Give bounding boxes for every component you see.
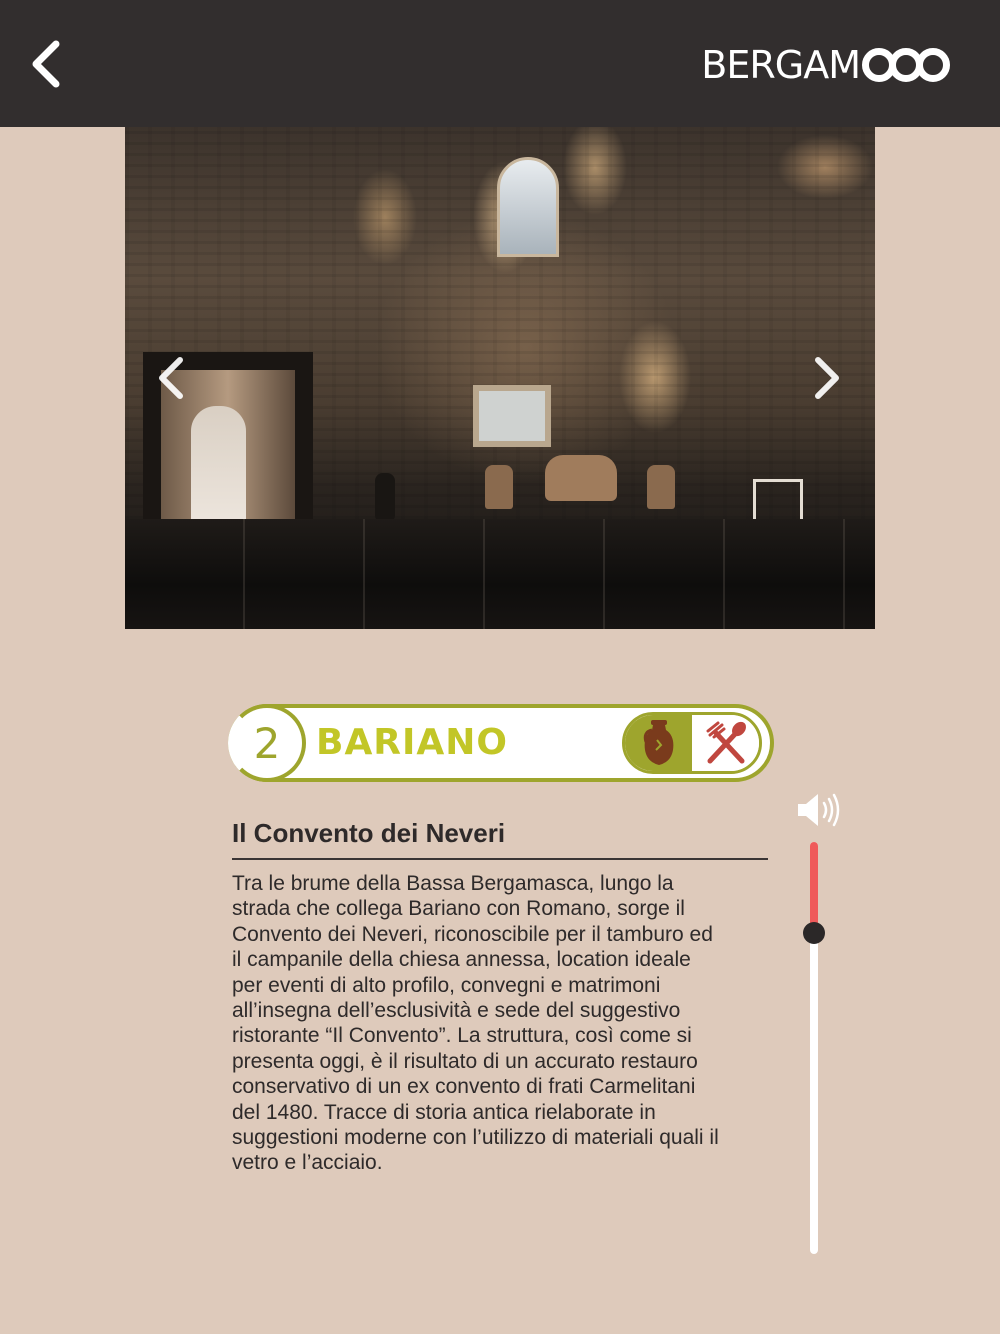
- article-line: conservativo di un ex convento di frati Carmelitani: [232, 1075, 696, 1099]
- article-line: Convento dei Neveri, riconoscibile per il tamburo ed: [232, 922, 713, 946]
- chevron-left-icon: [24, 36, 74, 92]
- fork-knife-icon: [702, 719, 750, 767]
- article-line: vetro e l’acciaio.: [232, 1151, 383, 1175]
- title-divider: [232, 858, 768, 860]
- stop-name: BARIANO: [316, 722, 509, 763]
- article-line: per eventi di alto profilo, convegni e matrimoni: [232, 973, 661, 997]
- category-badges: [622, 712, 762, 774]
- bergamo-logo: [701, 40, 950, 90]
- stop-number-badge: [228, 704, 306, 782]
- chevron-left-icon: [152, 352, 192, 404]
- article-body: [232, 871, 772, 1176]
- logo-text: BERGAM: [701, 43, 860, 87]
- gallery-next-button[interactable]: [806, 352, 846, 404]
- category-badge-food[interactable]: [692, 715, 759, 771]
- gallery-prev-button[interactable]: [152, 352, 192, 404]
- gallery-photo[interactable]: [125, 127, 875, 629]
- speaker-volume-icon: [796, 790, 844, 830]
- floor: [125, 519, 875, 629]
- chevron-right-icon: [806, 352, 846, 404]
- article-title: Il Convento dei Neveri: [232, 818, 506, 848]
- small-window: [473, 385, 551, 447]
- stop-number: 2: [253, 718, 281, 768]
- category-badge-culture[interactable]: [625, 715, 692, 771]
- article-line: suggestioni moderne con l’utilizzo di materiali quali il: [232, 1126, 719, 1150]
- article-line: il campanile della chiesa annessa, location ideale: [232, 948, 691, 972]
- triple-ring-logo-icon: [862, 48, 950, 82]
- article-line: strada che collega Bariano con Romano, sorge il: [232, 897, 685, 921]
- audio-progress-thumb[interactable]: [803, 922, 825, 944]
- audio-speaker-button[interactable]: [796, 790, 844, 830]
- audio-progress-fill: [810, 842, 818, 933]
- arched-window: [497, 157, 559, 257]
- top-bar: [0, 0, 1000, 127]
- article-line: ristorante “Il Convento”. La struttura, così come si: [232, 1024, 692, 1048]
- back-button[interactable]: [24, 36, 74, 92]
- article-line: all’insegna dell’esclusività e sede del suggestivo: [232, 999, 681, 1023]
- article-line: del 1480. Tracce di storia antica rielaborate in: [232, 1100, 656, 1124]
- article-line: Tra le brume della Bassa Bergamasca, lungo la: [232, 872, 674, 895]
- article-line: presenta oggi, è il risultato di un accurato restauro: [232, 1049, 698, 1073]
- sofa: [545, 455, 617, 501]
- stop-title-pill: [228, 704, 774, 782]
- audio-progress-slider[interactable]: [810, 842, 818, 1254]
- amphora-icon: [639, 718, 679, 768]
